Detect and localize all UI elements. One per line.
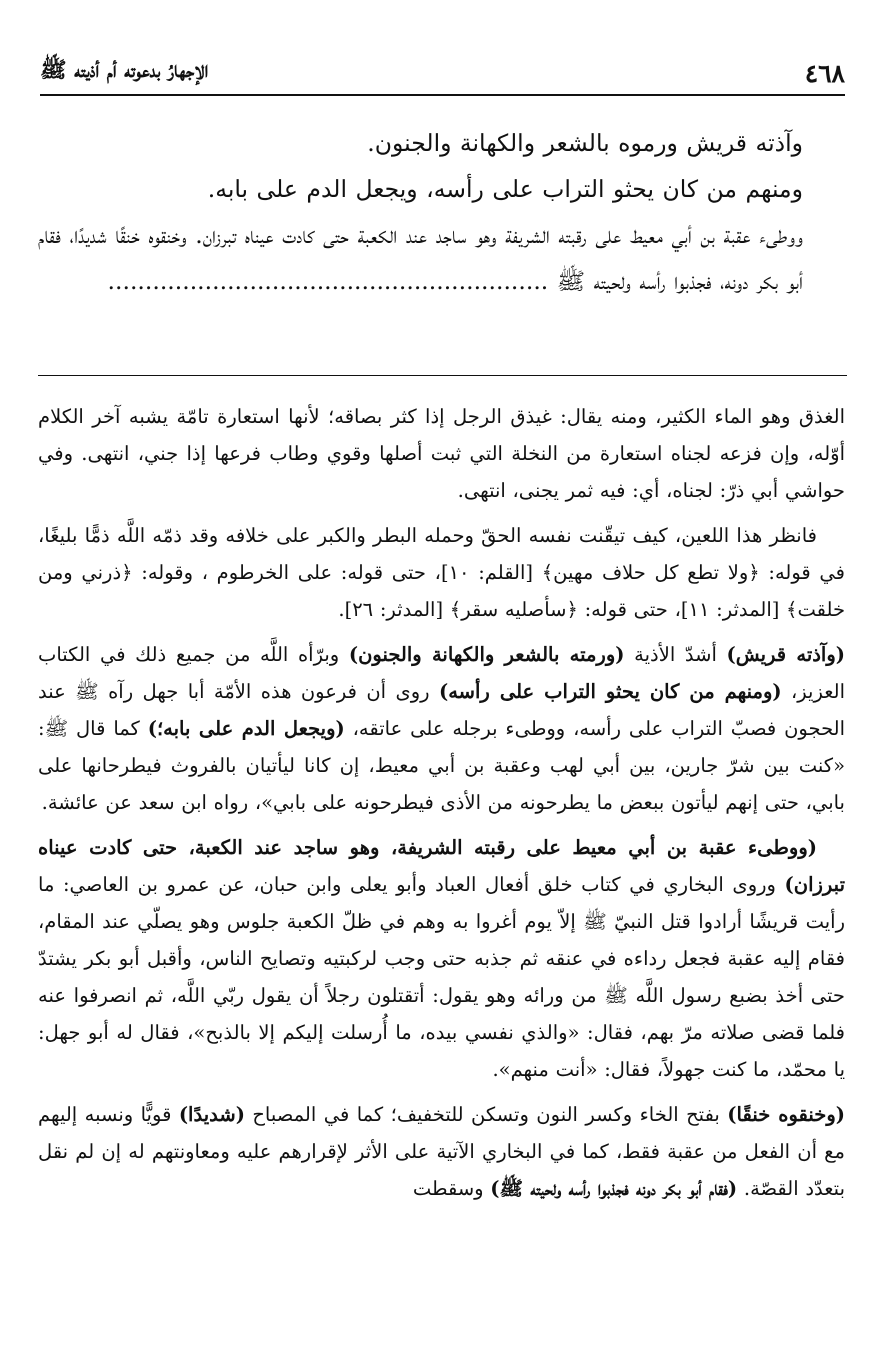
- commentary-text: روى أن فرعون هذه الأمّة أبا جهل رآه ﷺ عند الحجون فصبّ التراب على رأسه، ووطىء برجله على عاتقه،: [38, 680, 846, 740]
- commentary-text: وسقطت: [412, 1177, 491, 1200]
- quoted-matn: (فقام أبو بكر دونه فجذبوا رأسه ولحيته ﷺ): [490, 1177, 738, 1200]
- commentary: [38, 398, 845, 1215]
- footnote-divider: [38, 375, 847, 376]
- commentary-paragraph: الغذق وهو الماء الكثير، ومنه يقال: غيذق الرجل إذا كثر بصاقه؛ لأنها استعارة تامّة يشبه آخر الكلام أوّله، وإن فزعه لجناه استعارة من النخلة التي ثبت أصلها وقوي وطاب فرعها إذا جني، انتهى. وفي حواشي أبي ذرّ: لجناه، أي: فيه ثمر يجنى، انتهى.: [38, 405, 845, 502]
- commentary-paragraph: [38, 1096, 845, 1207]
- commentary-text: بفتح الخاء وكسر النون وتسكن للتخفيف؛ كما في المصباح: [244, 1103, 728, 1126]
- main-text-line: [38, 212, 843, 304]
- main-text-line: ومنهم من كان يحثو التراب على رأسه، ويجعل الدم على بابه.: [207, 175, 803, 203]
- quoted-matn: (ورمته بالشعر والكهانة والجنون): [348, 643, 625, 666]
- commentary-text: وروى البخاري في كتاب خلق أفعال العباد وأبو يعلى وابن حبان، عن عمرو بن العاصي: ما رأيت قريشًا أرادوا قتل النبيّ ﷺ إلاّ يوم أغروا به وهم في ظلّ الكعبة جلوس وهو يصلّي عند المقام، فقام إليه عقبة فجعل رداءه في عنقه ثم جذبه حتى وجب لركبتيه وتصايح الناس، وأقبل أبو بكر يشتدّ حتى أخذ بضبع رسول اللَّه ﷺ من ورائه وهو يقول: أتقتلون رجلاً أن يقول ربّي اللَّه، ثم انصرفوا عنه فلما قضى صلاته مرّ بهم، فقال: «والذي نفسي بيده، ما أُرسلت إليكم إلا بالذبح»، فقال له أبو جهل: يا محمّد، ما كنت جهولاً، فقال: «أنت منهم».: [38, 873, 845, 1081]
- commentary-paragraph: فانظر هذا اللعين، كيف تيقّنت نفسه الحقّ وحمله البطر والكبر على خلافه وقد ذمّه اللَّه ذمًّا بليغًا، في قوله: ﴿ولا تطع كل حلاف مهين﴾ [القلم: ١٠]، حتى قوله: على الخرطوم ، وقوله: ﴿ذرني ومن خلقت﴾ [المدثر: ١١]، حتى قوله: ﴿سأصليه سقر﴾ [المدثر: ٢٦].: [38, 524, 845, 621]
- running-title: الإجهارُ بدعوته أم أذيته ﷺ: [40, 57, 209, 83]
- ellipsis-dots: ...........................................................: [107, 267, 549, 295]
- commentary-text: قويًّا ونسبه إليهم مع أن الفعل من عقبة فقط، كما في البخاري الآتية على الأثر لإقرارهم عليه ومعاونتهم له إن لم نقل بتعدّد القصّة.: [38, 1103, 845, 1200]
- commentary-text: وبرّأه اللَّه من جميع ذلك في الكتاب العزيز،: [38, 643, 845, 703]
- quoted-matn: (ووطىء عقبة بن أبي معيط على رقبته الشريفة، وهو ساجد عند الكعبة، حتى كادت عيناه تبرزان): [38, 836, 845, 896]
- page-number: ٤٦٨: [804, 59, 845, 88]
- commentary-text: كما قال ﷺ: «كنت بين شرّ جارين، بين أبي لهب وعقبة بن أبي معيط، إن كانا ليأتيان بالفروث فيطرحانها على بابي، حتى إنهم ليأتون ببعض ما يطرحونه من الأذى فيطرحونه على بابي»، رواه ابن سعد عن عائشة.: [38, 717, 845, 814]
- main-text-span: ووطىء عقبة بن أبي معيط على رقبته الشريفة وهو ساجد عند الكعبة حتى كادت عيناه تبرزان. وخنقوه خنقًا شديدًا، فقام أبو بكر دونه، فجذبوا رأسه ولحيته ﷺ: [38, 221, 803, 295]
- commentary-paragraph: [38, 829, 845, 1088]
- main-text: [38, 120, 843, 304]
- page-header: [40, 52, 845, 96]
- quoted-matn: (ويجعل الدم على بابه؛): [147, 717, 345, 740]
- commentary-text: أشدّ الأذية: [624, 643, 727, 666]
- quoted-matn: (شديدًا): [178, 1103, 245, 1126]
- quoted-matn: (ومنهم من كان يحثو التراب على رأسه): [438, 680, 782, 703]
- quoted-matn: (وخنقوه خنقًا): [727, 1103, 845, 1126]
- commentary-paragraph: [38, 636, 845, 821]
- quoted-matn: (وآذته قريش): [726, 643, 845, 666]
- main-text-line: وآذته قريش ورموه بالشعر والكهانة والجنون.: [367, 129, 803, 157]
